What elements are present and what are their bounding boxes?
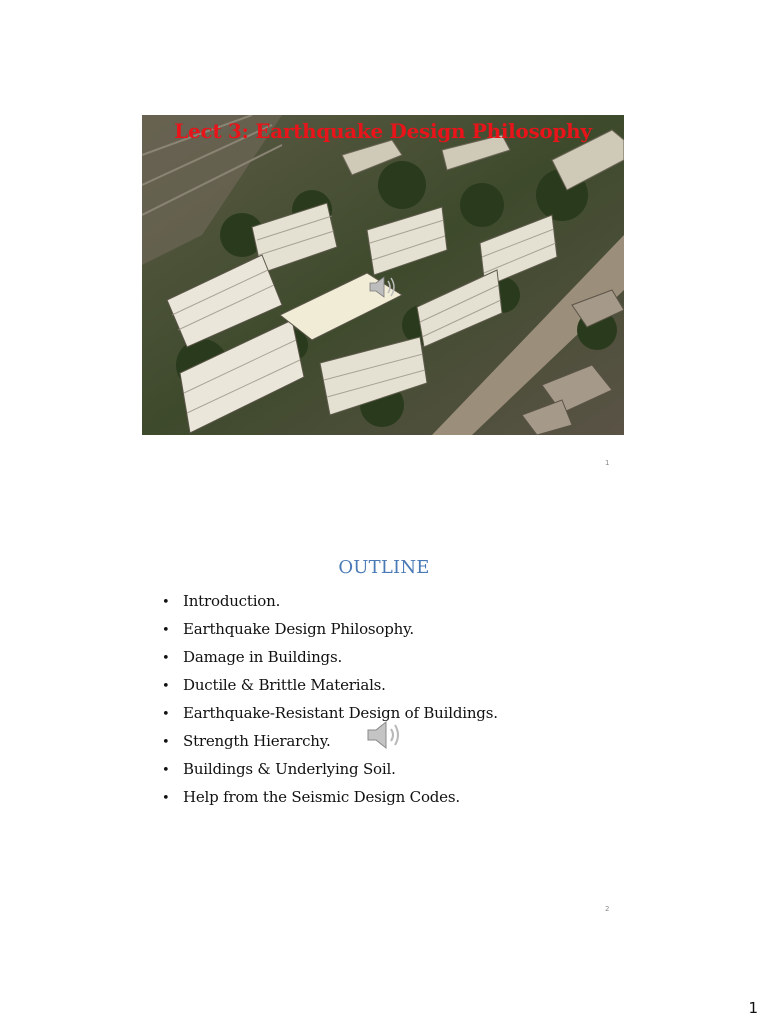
- bullet: •: [162, 735, 170, 750]
- list-item-text: Damage in Buildings.: [183, 648, 343, 666]
- bullet: •: [162, 651, 170, 666]
- list-item: [162, 648, 498, 676]
- list-item-text: Buildings & Underlying Soil.: [183, 760, 396, 778]
- bullet: •: [162, 595, 170, 610]
- earthquake-aerial-photo: [142, 115, 624, 435]
- slide-number: 2: [605, 905, 610, 913]
- bullet: •: [162, 791, 170, 806]
- list-item-text: Earthquake-Resistant Design of Buildings.: [183, 704, 498, 722]
- bullet: •: [162, 679, 170, 694]
- list-item: [162, 732, 498, 760]
- list-item: [162, 620, 498, 648]
- list-item: [162, 592, 498, 620]
- bullet: •: [162, 763, 170, 778]
- list-item: [162, 760, 498, 788]
- bullet: •: [162, 707, 170, 722]
- list-item: [162, 676, 498, 704]
- list-item: [162, 704, 498, 732]
- list-item-text: Ductile & Brittle Materials.: [183, 676, 386, 694]
- slide1-photo: [142, 115, 624, 435]
- list-item-text: Help from the Seismic Design Codes.: [183, 788, 460, 806]
- list-item-text: Earthquake Design Philosophy.: [183, 620, 414, 638]
- list-item: [162, 788, 498, 816]
- outline-list: [162, 592, 498, 816]
- list-item-text: Introduction.: [183, 592, 281, 610]
- outline-title: OUTLINE: [338, 557, 430, 578]
- speaker-icon[interactable]: [366, 718, 402, 752]
- bullet: •: [162, 623, 170, 638]
- list-item-text: Strength Hierarchy.: [183, 732, 331, 750]
- slide-number: 1: [605, 459, 610, 467]
- page-number: 1: [748, 999, 758, 1017]
- slide1-title: Lect 3: Earthquake Design Philosophy: [174, 119, 592, 143]
